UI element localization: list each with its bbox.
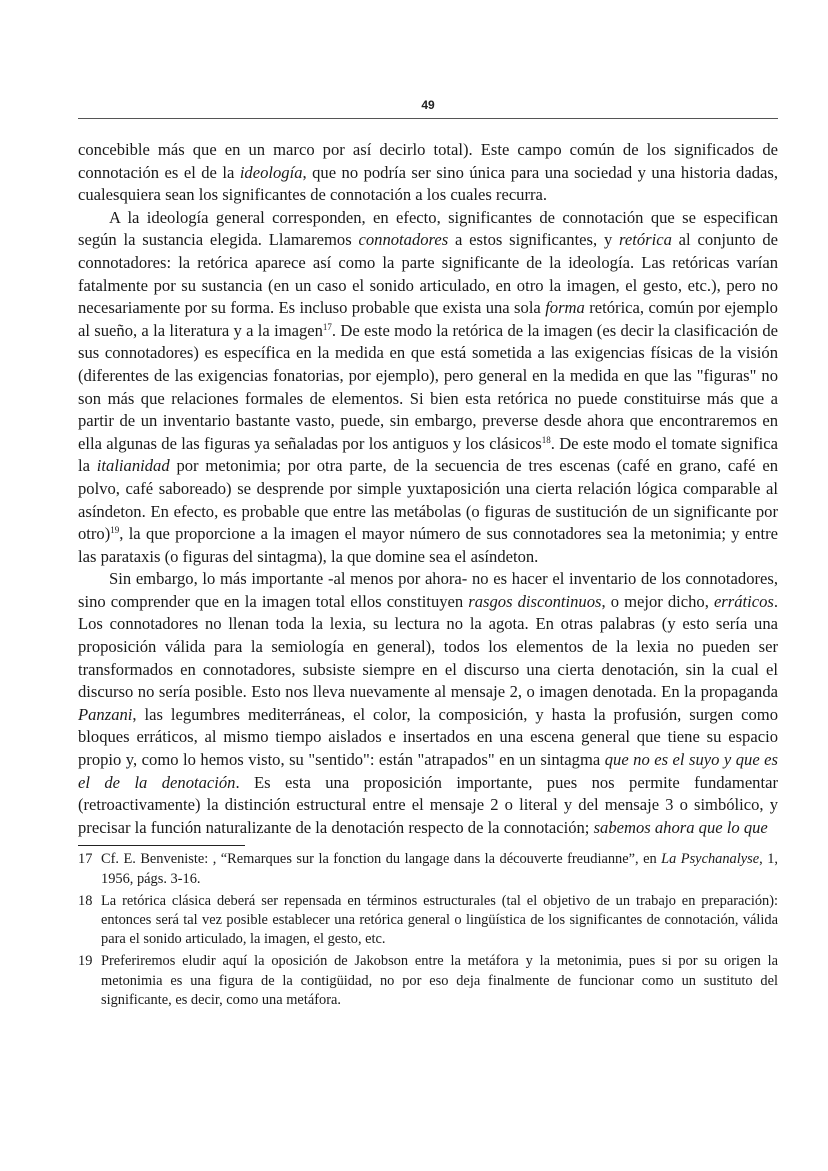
italic-text: connotadores — [358, 230, 449, 250]
italic-text: forma — [545, 298, 585, 318]
italic-text: italianidad — [96, 456, 170, 476]
paragraph-2: A la ideología general corresponden, en efecto, significantes de connotación que se especifican según la sustancia elegida. Llamaremos connotadores a estos significantes, y retórica al conjunto de connotadores: la retórica aparece así como la parte significante de la ideología. Las retóricas varían fatalmente por su sustancia (en un caso el sonido articulado, en otro la imagen, el gesto, etc.), pero no necesariamente por su forma. Es incluso probable que exista una sola forma retórica, común por ejemplo al sueño, a la literatura y a la imagen$^{17}$. De este modo la retórica de la imagen (es decir la clasificación de sus connotadores) es específica en la medida en que está sometida a las exigencias físicas de la visión (diferentes de las exigencias fonatorias, por ejemplo), pero general en la medida en que las "figuras" no son más que relaciones formales de elementos. Si bien esta retórica no puede constituirse más que a partir de un inventario bastante vasto, puede, sin embargo, preverse desde ahora que encontraremos en ella algunas de las figuras ya señaladas por los antiguos y los clásicos$^{18}$. De este modo el tomate significa la italianidad por metonimia; por otra parte, de la secuencia de tres escenas (café en grano, café en polvo, café saboreado) se desprende por simple yuxtaposición una cierta relación lógica comparable al asíndeton. En efecto, es probable que entre las metábolas (o figuras de sustitución de un significante por otro)$^{19}$, la que proporcione a la imagen el mayor número de sus connotadores sea la metonimia; y entre las parataxis (o figuras del sintagma), la que domine sea el asíndeton. — [78, 207, 779, 566]
italic-text: retórica — [619, 230, 672, 250]
footnote-number: 18 — [78, 892, 93, 909]
footnote-reference: 17 — [322, 321, 332, 332]
italic-text: ideología — [239, 162, 303, 182]
footnote-number: 19 — [78, 953, 93, 970]
footnote-19 — [78, 952, 778, 1010]
italic-text: erráticos — [713, 591, 774, 611]
footnote-number: 17 — [78, 851, 93, 868]
footnote-18 — [78, 892, 778, 950]
footnote-reference: 18 — [541, 434, 551, 445]
italic-text: que no es el suyo y que es el de la denotación — [78, 750, 779, 792]
footnote-17 — [78, 850, 778, 888]
italic-text: La Psychanalyse — [661, 851, 760, 868]
footnote-reference: 19 — [110, 525, 120, 536]
footnote-separator — [78, 845, 245, 846]
paragraph-1: concebible más que en un marco por así decirlo total). Este campo común de los significados de connotación es el de la ideología, que no podría ser sino única para una sociedad y una historia dadas, cualesquiera sean los significantes de connotación a los cuales recurra. — [78, 140, 778, 205]
body-text — [78, 139, 778, 839]
footnote-text: Cf. E. Benveniste: , “Remarques sur la fonction du langage dans la découverte freudianne”, en La Psychanalyse, 1, 1956, págs. 3-16. — [101, 851, 778, 887]
footnote-text: Preferiremos eludir aquí la oposición de Jakobson entre la metáfora y la metonimia, pues si por su origen la metonimia es una figura de la contigüidad, no por eso deja finalmente de funcionar como un sustituto del significante, es decir, como una metáfora. — [101, 953, 778, 1008]
page-number: 49 — [421, 98, 435, 112]
italic-text: sabemos ahora que lo que — [593, 817, 768, 837]
document-page — [78, 96, 778, 1013]
header-rule — [78, 118, 778, 119]
italic-text: rasgos discontinuos — [468, 591, 602, 611]
footnote-text: La retórica clásica deberá ser repensada en términos estructurales (tal el objetivo de un trabajo en preparación): entonces será tal vez posible establecer una retórica general o lingüística de los significantes de connotación, válida para el sonido articulado, la imagen, el gesto, etc. — [101, 892, 778, 948]
paragraph-3: Sin embargo, lo más importante -al menos por ahora- no es hacer el inventario de los connotadores, sino comprender que en la imagen total ellos constituyen rasgos discontinuos, o mejor dicho, erráticos. Los connotadores no llenan toda la lexia, su lectura no la agota. En otras palabras (y esto sería una proposición válida para la semiología en general), todos los elementos de la lexia no pueden ser transformados en connotadores, subsiste siempre en el discurso una cierta denotación, sin la cual el discurso no sería posible. Esto nos lleva nuevamente al mensaje 2, o imagen denotada. En la propaganda Panzani, las legumbres mediterráneas, el color, la composición, y hasta la profusión, surgen como bloques erráticos, al mismo tiempo aislados e insertados en una escena general que tiene su espacio propio y, como lo hemos visto, su "sentido": están "atrapados" en un sintagma que no es el suyo y que es el de la denotación. Es esta una proposición importante, pues nos permite fundamentar (retroactivamente) la distinción estructural entre el mensaje 2 o literal y del mensaje 3 o simbólico, y precisar la función naturalizante de la denotación respecto de la connotación; sabemos ahora que lo que — [78, 569, 779, 837]
footnotes — [78, 850, 778, 1010]
italic-text: Panzani — [78, 704, 133, 724]
